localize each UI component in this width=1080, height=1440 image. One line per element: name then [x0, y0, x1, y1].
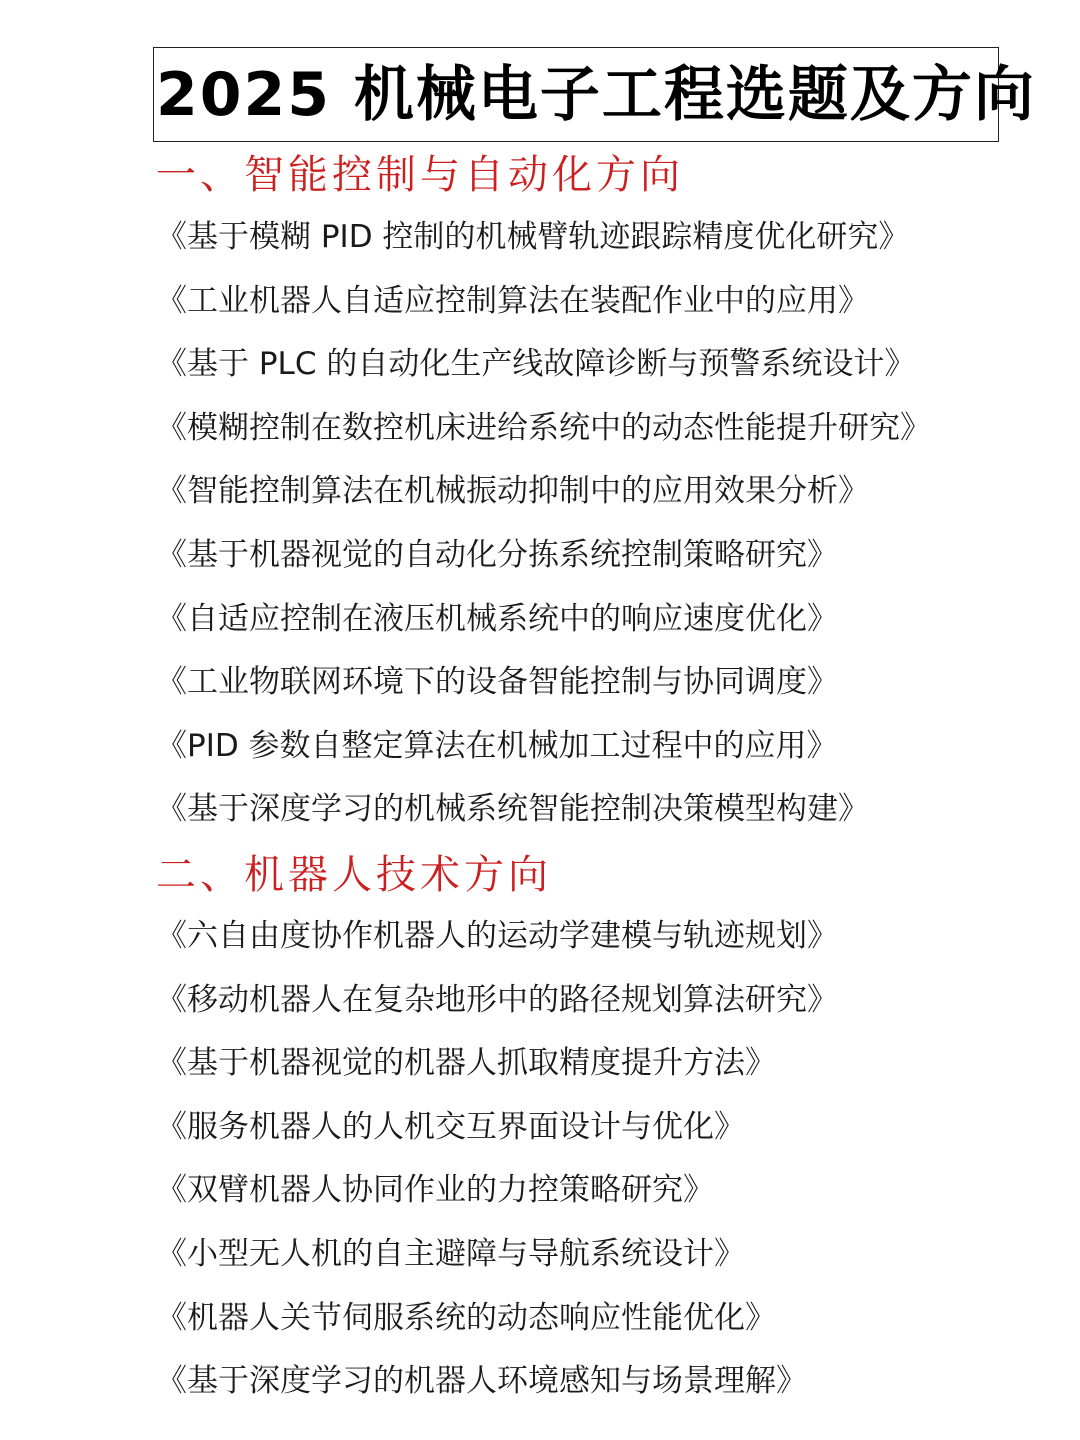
list-item: 《PID 参数自整定算法在机械加工过程中的应用》 [156, 727, 838, 764]
list-item: 《基于深度学习的机械系统智能控制决策模型构建》 [156, 791, 869, 828]
list-item: 《机器人关节伺服系统的动态响应性能优化》 [156, 1299, 776, 1336]
list-item: 《基于机器视觉的机器人抓取精度提升方法》 [156, 1045, 776, 1082]
list-item: 《自适应控制在液压机械系统中的响应速度优化》 [156, 600, 838, 637]
list-item: 《工业物联网环境下的设备智能控制与协同调度》 [156, 664, 838, 701]
list-item: 《基于 PLC 的自动化生产线故障诊断与预警系统设计》 [156, 346, 916, 383]
list-item: 《模糊控制在数控机床进给系统中的动态性能提升研究》 [156, 409, 931, 446]
page-title: 2025 机械电子工程选题及方向 [156, 59, 1036, 130]
list-item: 《基于深度学习的机器人环境感知与场景理解》 [156, 1363, 807, 1400]
topic-list-control-automation [156, 219, 931, 858]
list-item: 《基于机器视觉的自动化分拣系统控制策略研究》 [156, 536, 838, 573]
title-box [153, 47, 1036, 142]
section-heading-control-automation: 一、智能控制与自动化方向 [156, 152, 684, 198]
list-item: 《工业机器人自适应控制算法在装配作业中的应用》 [156, 282, 869, 319]
list-item: 《基于模糊 PID 控制的机械臂轨迹跟踪精度优化研究》 [156, 219, 910, 255]
topic-list-robotics [156, 918, 838, 1430]
list-item: 《双臂机器人协同作业的力控策略研究》 [156, 1172, 714, 1209]
list-item: 《小型无人机的自主避障与导航系统设计》 [156, 1235, 745, 1272]
list-item: 《六自由度协作机器人的运动学建模与轨迹规划》 [156, 918, 838, 954]
list-item: 《服务机器人的人机交互界面设计与优化》 [156, 1108, 745, 1145]
list-item: 《智能控制算法在机械振动抑制中的应用效果分析》 [156, 473, 869, 510]
section-heading-robotics: 二、机器人技术方向 [156, 852, 552, 898]
list-item: 《移动机器人在复杂地形中的路径规划算法研究》 [156, 981, 838, 1018]
